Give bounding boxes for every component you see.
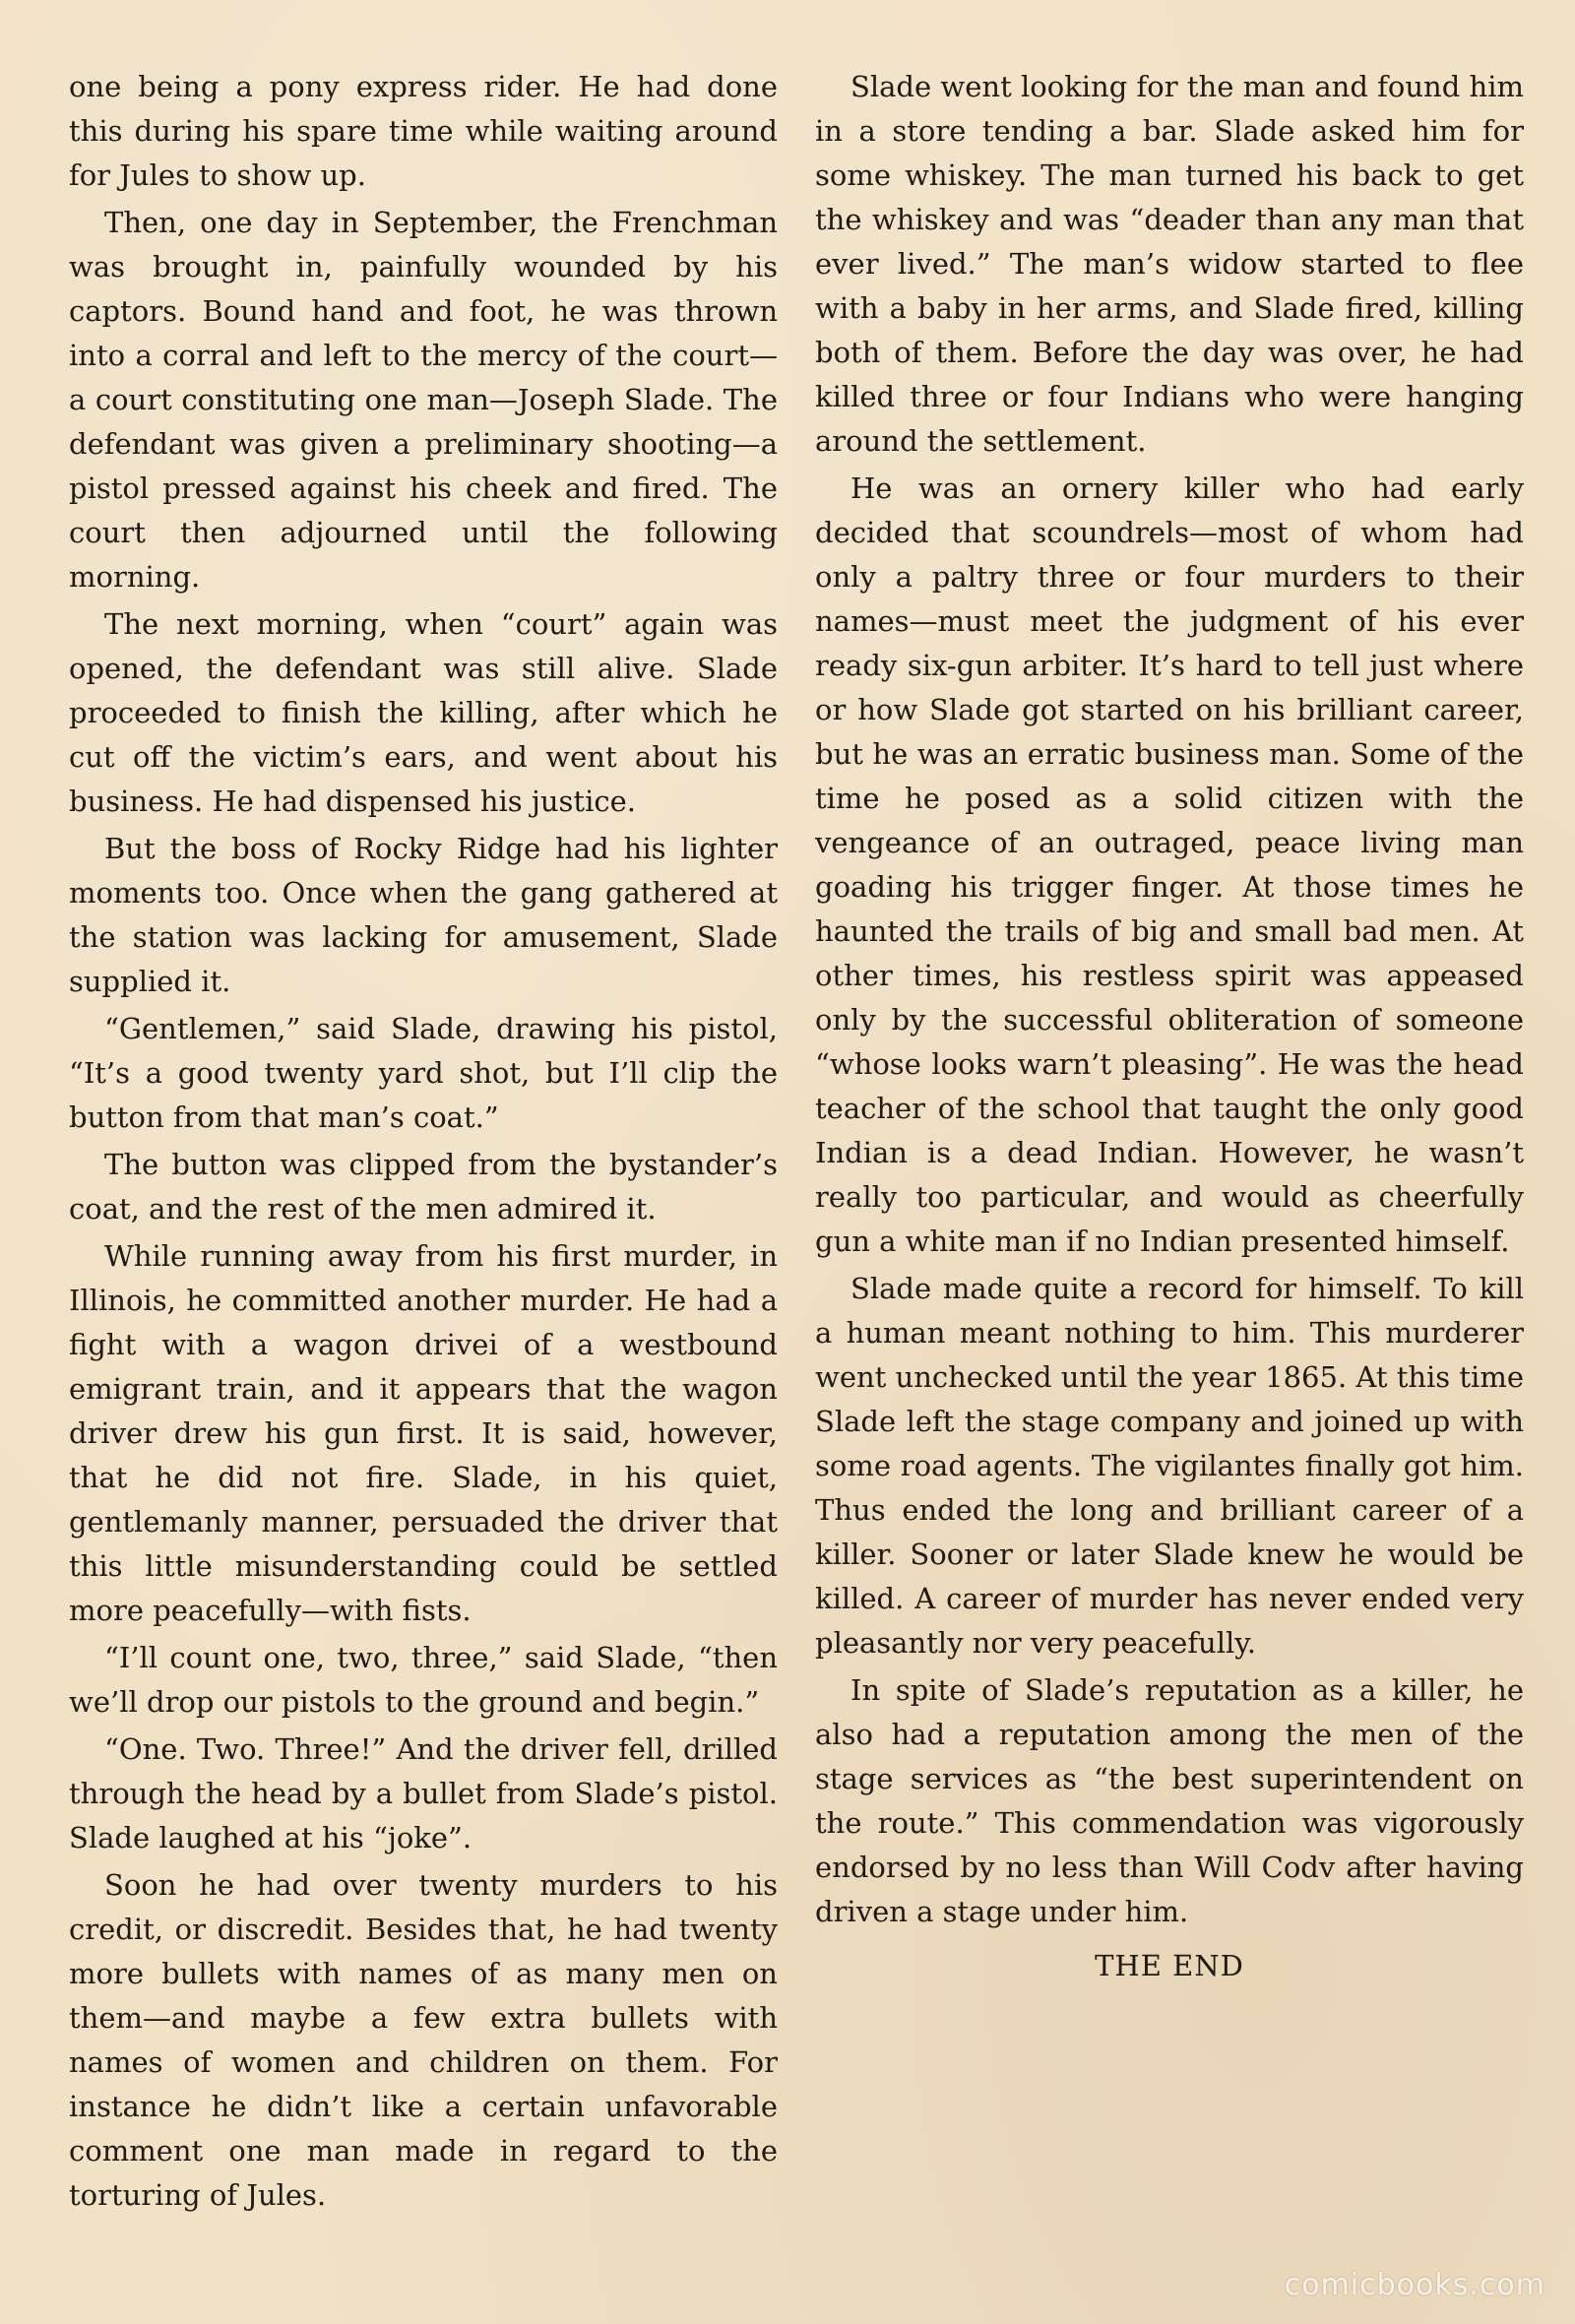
- paragraph: Soon he had over twenty murders to his credit, or discredit. Besides that, he had twenty more bullets with names of as many men on them—and maybe a few extra bullets with names of women and children on them. For instance he didn’t like a certain unfavorable comment one man made in regard to the torturing of Jules.: [69, 1868, 778, 2212]
- paragraph: “I’ll count one, two, three,” said Slade, “then we’ll drop our pistols to the ground and begin.”: [69, 1641, 778, 1719]
- paragraph: The next morning, when “court” again was opened, the defendant was still alive. Slade proceeded to finish the killing, after which he cut off the victim’s ears, and went about his business. He had dispensed his justice.: [69, 607, 778, 818]
- paragraph: Slade made quite a record for himself. To kill a human meant nothing to him. This murderer went unchecked until the year 1865. At this time Slade left the stage company and joined up with some road agents. The vigilantes finally got him. Thus ended the long and brilliant career of a killer. Sooner or later Slade knew he would be killed. A career of murder has never ended very pleasantly nor very peacefully.: [815, 1272, 1524, 1660]
- left-column: [69, 65, 778, 2221]
- paragraph: The button was clipped from the bystander’s coat, and the rest of the men admired it.: [69, 1148, 778, 1225]
- watermark-text: comicbooks.com: [1284, 2268, 1545, 2302]
- paragraph: one being a pony express rider. He had done this during his spare time while waiting around for Jules to show up.: [69, 70, 778, 192]
- paragraph: “Gentlemen,” said Slade, drawing his pistol, “It’s a good twenty yard shot, but I’ll clip the button from that man’s coat.”: [69, 1012, 778, 1134]
- paragraph: “One. Two. Three!” And the driver fell, drilled through the head by a bullet from Slade’s pistol. Slade laughed at his “joke”.: [69, 1732, 778, 1854]
- paragraph: While running away from his first murder, in Illinois, he committed another murder. He had a fight with a wagon drivei of a westbound emigrant train, and it appears that the wagon driver drew his gun first. It is said, however, that he did not fire. Slade, in his quiet, gentlemanly manner, persuaded the driver that this little misunderstanding could be settled more peacefully—with fists.: [69, 1239, 778, 1627]
- paragraph: Then, one day in September, the Frenchman was brought in, painfully wounded by his captors. Bound hand and foot, he was thrown into a corral and left to the mercy of the court—a court constituting one man—Joseph Slade. The defendant was given a preliminary shooting—a pistol pressed against his cheek and fired. The court then adjourned until the following morning.: [69, 206, 778, 594]
- paragraph: But the boss of Rocky Ridge had his lighter moments too. Once when the gang gathered at the station was lacking for amusement, Slade supplied it.: [69, 832, 778, 998]
- the-end-label: THE END: [1095, 1949, 1244, 1982]
- paragraph: He was an ornery killer who had early decided that scoundrels—most of whom had only a paltry three or four murders to their names—must meet the judgment of his ever ready six-gun arbiter. It’s hard to tell just where or how Slade got started on his brilliant career, but he was an erratic business man. Some of the time he posed as a solid citizen with the vengeance of an outraged, peace living man goading his trigger finger. At those times he haunted the trails of big and small bad men. At other times, his restless spirit was appeased only by the successful obliteration of someone “whose looks warn’t pleasing”. He was the head teacher of the school that taught the only good Indian is a dead Indian. However, he wasn’t really too particular, and would as cheerfully gun a white man if no Indian presented himself.: [815, 471, 1524, 1258]
- right-column: [815, 65, 1524, 1991]
- paragraph: In spite of Slade’s reputation as a killer, he also had a reputation among the men of the stage services as “the best superintendent on the route.” This commendation was vigorously endorsed by no less than Will Codv after having driven a stage under him.: [815, 1673, 1524, 1928]
- paragraph: Slade went looking for the man and found him in a store tending a bar. Slade asked him for some whiskey. The man turned his back to get the whiskey and was “deader than any man that ever lived.” The man’s widow started to flee with a baby in her arms, and Slade fired, killing both of them. Before the day was over, he had killed three or four Indians who were hanging around the settlement.: [815, 70, 1524, 458]
